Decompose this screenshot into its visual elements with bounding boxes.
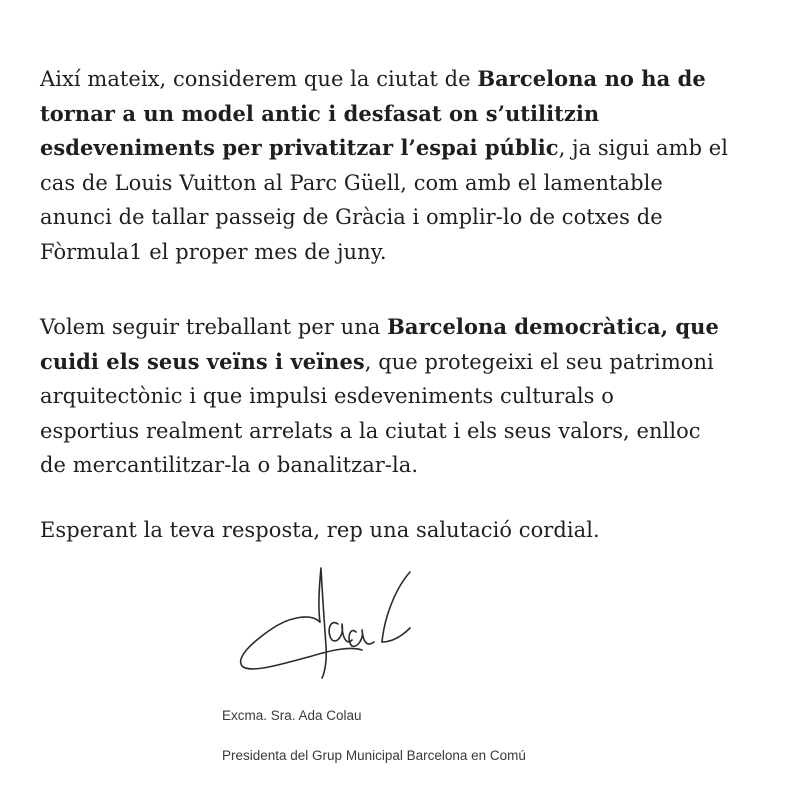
text-run: Volem seguir treballant per una	[40, 315, 388, 339]
paragraph-1-line-1	[40, 62, 780, 97]
paragraph-2-line-1	[40, 310, 780, 345]
closing-line: Esperant la teva resposta, rep una salutació cordial.	[40, 518, 600, 542]
paragraph-2-line-5: de mercantilitzar-la o banalitzar-la.	[40, 453, 419, 477]
text-run: Així mateix, considerem que la ciutat de	[40, 67, 478, 91]
paragraph-2-line-2	[40, 345, 780, 380]
bold-text-run: Barcelona no ha de	[477, 66, 706, 91]
text-run: , ja sigui amb el	[558, 136, 729, 160]
paragraph-1-line-2: tornar a un model antic i desfasat on s’utilitzin	[40, 100, 600, 126]
paragraph-1-line-4: cas de Louis Vuitton al Parc Güell, com amb el lamentable	[40, 170, 663, 195]
paragraph-2	[40, 310, 780, 483]
handwritten-signature	[232, 560, 442, 690]
paragraph-2-line-4: esportius realment arrelats a la ciutat i els seus valors, enlloc	[40, 418, 701, 443]
bold-text-run: cuidi els seus veïns i veïnes	[40, 348, 365, 374]
paragraph-1-line-3	[40, 131, 780, 166]
paragraph-1-line-6: Fòrmula1 el proper mes de juny.	[40, 239, 387, 264]
paragraph-3	[40, 513, 780, 548]
paragraph-1-line-5: anunci de tallar passeig de Gràcia i omplir-lo de cotxes de	[40, 205, 663, 229]
paragraph-2-line-3: arquitectònic i que impulsi esdeveniments culturals o	[40, 384, 614, 408]
signatory-name: Excma. Sra. Ada Colau	[222, 708, 362, 723]
bold-text-run: esdeveniments per privatitzar l’espai públic	[40, 135, 559, 160]
text-run: , que protegeixi el seu patrimoni	[364, 349, 714, 374]
paragraph-1	[40, 62, 780, 269]
bold-text-run: Barcelona democràtica, que	[387, 314, 719, 339]
signatory-title: Presidenta del Grup Municipal Barcelona en Comú	[222, 748, 526, 763]
